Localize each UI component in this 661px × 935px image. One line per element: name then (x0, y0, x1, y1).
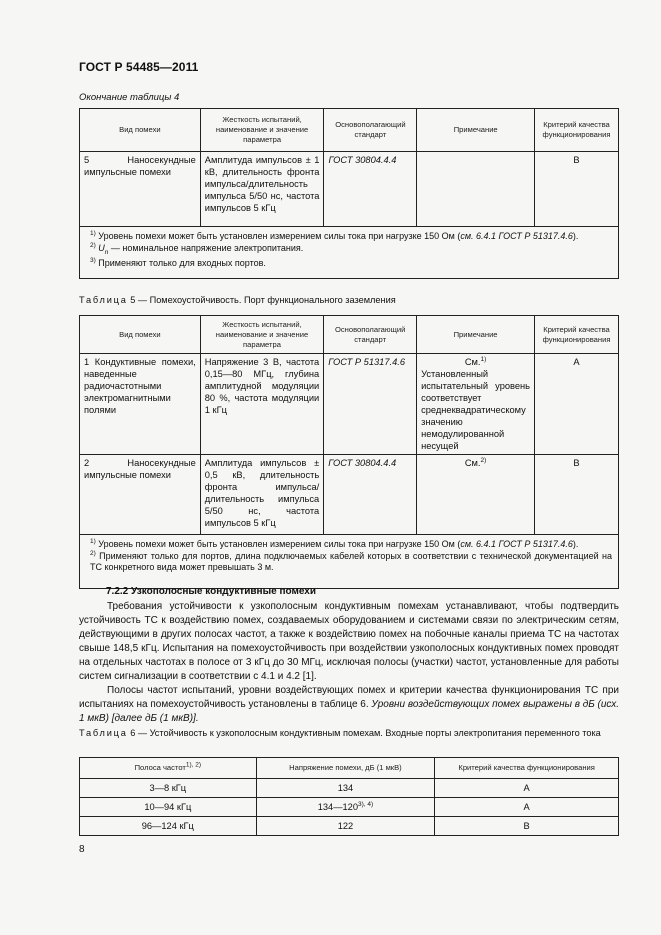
table5-r1-type: 1 Кондуктивные помехи, наведенные радиочастотными электромагнитными полями (80, 354, 201, 455)
table4-footnotes: $^{1)}$ Уровень помехи может быть установлен измерением силы тока при нагрузке 150 Ом (см. 6.4.1 ГОСТ Р 51317.4.6). $^{2)}$ $U_n$ — номинальное напряжение электропитания. $^{3)}$ Применяют только для входных портов. (80, 227, 619, 279)
table5-r1-criterion: А (535, 354, 619, 455)
table-row (80, 152, 619, 227)
table4-cell-note (417, 152, 535, 227)
table5-col-severity: Жесткость испытаний, наименование и значение параметра (200, 316, 323, 354)
table4-col-standard: Основополагающий стандарт (324, 109, 417, 152)
table5-col-standard: Основополагающий стандарт (324, 316, 417, 354)
table6-col-criterion: Критерий качества функционирования (435, 758, 619, 779)
table-row (80, 455, 619, 535)
section-body (79, 600, 619, 726)
document-header: ГОСТ Р 54485—2011 (79, 60, 199, 74)
paragraph: Полосы частот испытаний, уровни воздействующих помех и критерии качества функционирования ТС при испытаниях на помехоустойчивость установлены в таблице 6. Уровни воздействующих помех выражены в дБ (исх. 1 мкВ) [далее дБ (1 мкВ)]. (79, 685, 619, 724)
table6 (79, 757, 619, 836)
table5-r1-severity: Напряжение 3 В, частота 0,15—80 МГц, глубина амплитудной модуляции 80 %, частота модуляции 1 кГц (200, 354, 323, 455)
table4-col-type: Вид помехи (80, 109, 201, 152)
table4-cell-type: 5 Наносекундные импульсные помехи (80, 152, 201, 227)
table4-caption: Окончание таблицы 4 (79, 92, 180, 103)
table4 (79, 108, 619, 279)
table-row: 3—8 кГц 134 А (80, 779, 619, 798)
table5-r2-criterion: В (535, 455, 619, 535)
table5-r1-standard: ГОСТ Р 51317.4.6 (324, 354, 417, 455)
table6-col-band: Полоса частот$^{1), 2)}$ (80, 758, 257, 779)
paragraph: Требования устойчивости к узкополосным кондуктивным помехам устанавливают, чтобы подтвердить устойчивость ТС к воздействию помех, создаваемых оборудованием и системами связи по электрическим сетям, действующими в других полосах частот, а также к воздействию помех на побочные каналы приема ТС на частотах свыше 148,5 кГц. Испытания на помехоустойчивость при воздействии узкополосных кондуктивных помех проводят на отдельных частотах в полосе от 3 кГц до 30 МГц, исключая полосы (участки) частот, установленные для работы систем сигнализации в соответствии с 4.1 и 4.2 [1]. (79, 601, 619, 682)
table-row: 10—94 кГц $134—120^{3), 4)}$ А (80, 798, 619, 817)
table5-r2-type: 2 Наносекундные импульсные помехи (80, 455, 201, 535)
section-title: 7.2.2 Узкополосные кондуктивные помехи (106, 586, 316, 597)
table4-cell-severity: Амплитуда импульсов ± 1 кВ, длительность фронта импульса/длительность импульса 5/50 нс, частота импульсов 5 кГц (200, 152, 324, 227)
table5-col-note: Примечание (417, 316, 535, 354)
table4-cell-criterion: В (535, 152, 619, 227)
table4-col-note: Примечание (417, 109, 535, 152)
table5-r1-note: См.$^{1)}$ Установленный испытательный уровень соответствует среднеквадратическому значению немодулированной несущей (417, 354, 535, 455)
table6-caption: Таблица 6 — Устойчивость к узкополосным кондуктивным помехам. Входные порты электропитания переменного тока (79, 728, 601, 738)
table4-col-severity: Жесткость испытаний, наименование и значение параметра (200, 109, 324, 152)
table5-r2-severity: Амплитуда импульсов ± 0,5 кВ, длительность фронта импульса/длительность импульса 5/50 нс, частота импульсов 5 кГц (200, 455, 323, 535)
table5-caption: Таблица 5 — Помехоустойчивость. Порт функционального заземления (79, 295, 396, 305)
table4-col-criterion: Критерий качества функционирования (535, 109, 619, 152)
table6-col-voltage: Напряжение помехи, дБ (1 мкВ) (256, 758, 435, 779)
table5-r2-standard: ГОСТ 30804.4.4 (324, 455, 417, 535)
page-number: 8 (79, 844, 85, 855)
table5 (79, 315, 619, 589)
table5-footnotes: $^{1)}$ Уровень помехи может быть установлен измерением силы тока при нагрузке 150 Ом (см. 6.4.1 ГОСТ Р 51317.4.6). $^{2)}$ Применяют только для портов, длина подключаемых кабелей которых в соответствии с технической документацией на ТС конкретного вида может превышать 3 м. (80, 535, 619, 589)
table5-col-criterion: Критерий качества функционирования (535, 316, 619, 354)
table5-r2-note: См.$^{2)}$ (417, 455, 535, 535)
table4-cell-standard: ГОСТ 30804.4.4 (324, 152, 417, 227)
table5-col-type: Вид помехи (80, 316, 201, 354)
table-row: 96—124 кГц 122 В (80, 817, 619, 836)
table-row (80, 354, 619, 455)
